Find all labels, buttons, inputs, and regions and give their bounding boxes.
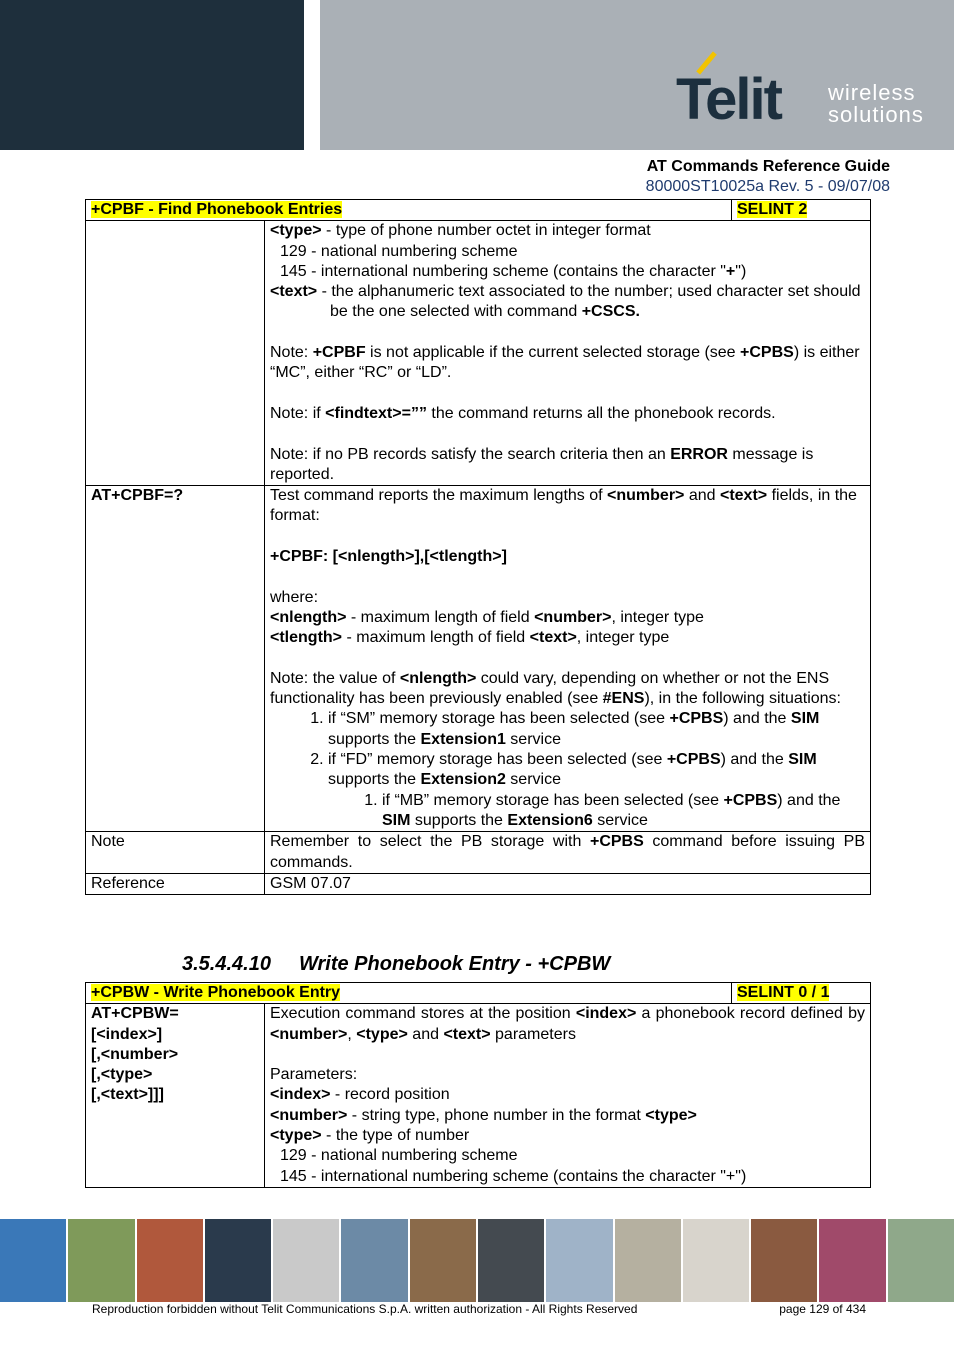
photo-tile bbox=[683, 1219, 749, 1302]
cpbw-exec-row: AT+CPBW= [<index>] [,<number> [,<type> [,<text>]]] Execution command stores at the position <index> a phonebook record defined by <number>, <type> and <text> parameters Parameters: <index> - record position <number> - string type, phone number in the format <type> <type> - the type of number 129 - national numbering scheme 145 - international numbering scheme (contains the character "+") bbox=[86, 1004, 871, 1188]
cpbf-note-row: Note Remember to select the PB storage with +CPBS command before issuing PB commands. bbox=[86, 832, 871, 874]
ens-sub-list: 1. if “MB” memory storage has been selected (see +CPBS) and the SIM supports the Extension6 service bbox=[270, 791, 865, 832]
photo-tile bbox=[888, 1219, 954, 1302]
ens-situation-list: 1. if “SM” memory storage has been selected (see +CPBS) and the SIM supports the Extension1 service 2. if “FD” memory storage has been selected (see +CPBS) and the SIM supports the Extension2 service bbox=[270, 709, 865, 790]
cpbf-header-row bbox=[86, 200, 871, 221]
photo-tile bbox=[819, 1219, 885, 1302]
cpbf-selint: SELINT 2 bbox=[737, 201, 808, 218]
cpbf-title: +CPBF - Find Phonebook Entries bbox=[91, 201, 343, 218]
cpbw-header-row bbox=[86, 983, 871, 1004]
guide-subtitle: 80000ST10025a Rev. 5 - 09/07/08 bbox=[645, 178, 890, 195]
footer-page-number: page 129 of 434 bbox=[779, 1302, 866, 1316]
photo-tile bbox=[546, 1219, 612, 1302]
photo-tile bbox=[0, 1219, 66, 1302]
photo-tile bbox=[137, 1219, 203, 1302]
logo-brand: Telit bbox=[676, 67, 781, 132]
cpbw-command: AT+CPBW= [<index>] [,<number> [,<type> [,<text>]]] bbox=[86, 1004, 265, 1188]
photo-tile bbox=[205, 1219, 271, 1302]
header-dark-panel bbox=[0, 0, 304, 150]
cpbw-selint: SELINT 0 / 1 bbox=[737, 984, 830, 1001]
photo-tile bbox=[615, 1219, 681, 1302]
footer-copyright: Reproduction forbidden without Telit Communications S.p.A. written authorization - All Rights Reserved bbox=[92, 1302, 638, 1316]
footer-photo-strip bbox=[0, 1219, 954, 1302]
cpbw-title: +CPBW - Write Phonebook Entry bbox=[91, 984, 341, 1001]
photo-tile bbox=[273, 1219, 339, 1302]
cpbf-test-row: AT+CPBF=? Test command reports the maximum lengths of <number> and <text> fields, in the format: +CPBF: [<nlength>],[<tlength>] where: <nlength> - maximum length of field <number>, integer type <tlength> - maximum length of field <text>, integer type Note: the value of <nlength> could vary, depending on whether or not the ENS functionality has been previously enabled (see #ENS), in the following situations: 1. if “SM” memory storage has been selected (see +CPBS) and the SIM supports the Extension1 service 2. if “FD” memory storage has been selected (see +CPBS) and the SIM supports the Extension2 service 1. if “MB” memory storage has been selected (see +CPBS) and the SIM supports the Extension6 service bbox=[86, 486, 871, 832]
photo-tile bbox=[410, 1219, 476, 1302]
cpbf-reference-row: Reference GSM 07.07 bbox=[86, 873, 871, 894]
section-number: 3.5.4.4.10 bbox=[182, 953, 271, 975]
cpbw-table bbox=[85, 982, 871, 1188]
guide-title: AT Commands Reference Guide bbox=[646, 158, 890, 175]
cpbf-table bbox=[85, 199, 871, 895]
cpbf-test-command: AT+CPBF=? bbox=[91, 487, 184, 505]
section-title: Write Phonebook Entry - +CPBW bbox=[298, 953, 611, 975]
photo-tile bbox=[751, 1219, 817, 1302]
logo-tagline: wireless solutions bbox=[828, 80, 924, 127]
cpbf-params-row: <type> - type of phone number octet in integer format 129 - national numbering scheme 145 - international numbering scheme (contains the character "+") <text> - the alphanumeric text associated to the number; used character set should be the one selected with command +CSCS. Note: +CPBF is not applicable if the current selected storage (see +CPBS) is either “MC”, either “RC” or “LD”. Note: if <findtext>=”” the command returns all the phonebook records. Note: if no PB records satisfy the search criteria then an ERROR message is reported. bbox=[86, 221, 871, 486]
telit-logo bbox=[676, 60, 936, 140]
section-heading bbox=[182, 953, 610, 976]
photo-tile bbox=[68, 1219, 134, 1302]
page-footer bbox=[92, 1302, 866, 1316]
photo-tile bbox=[341, 1219, 407, 1302]
photo-tile bbox=[478, 1219, 544, 1302]
